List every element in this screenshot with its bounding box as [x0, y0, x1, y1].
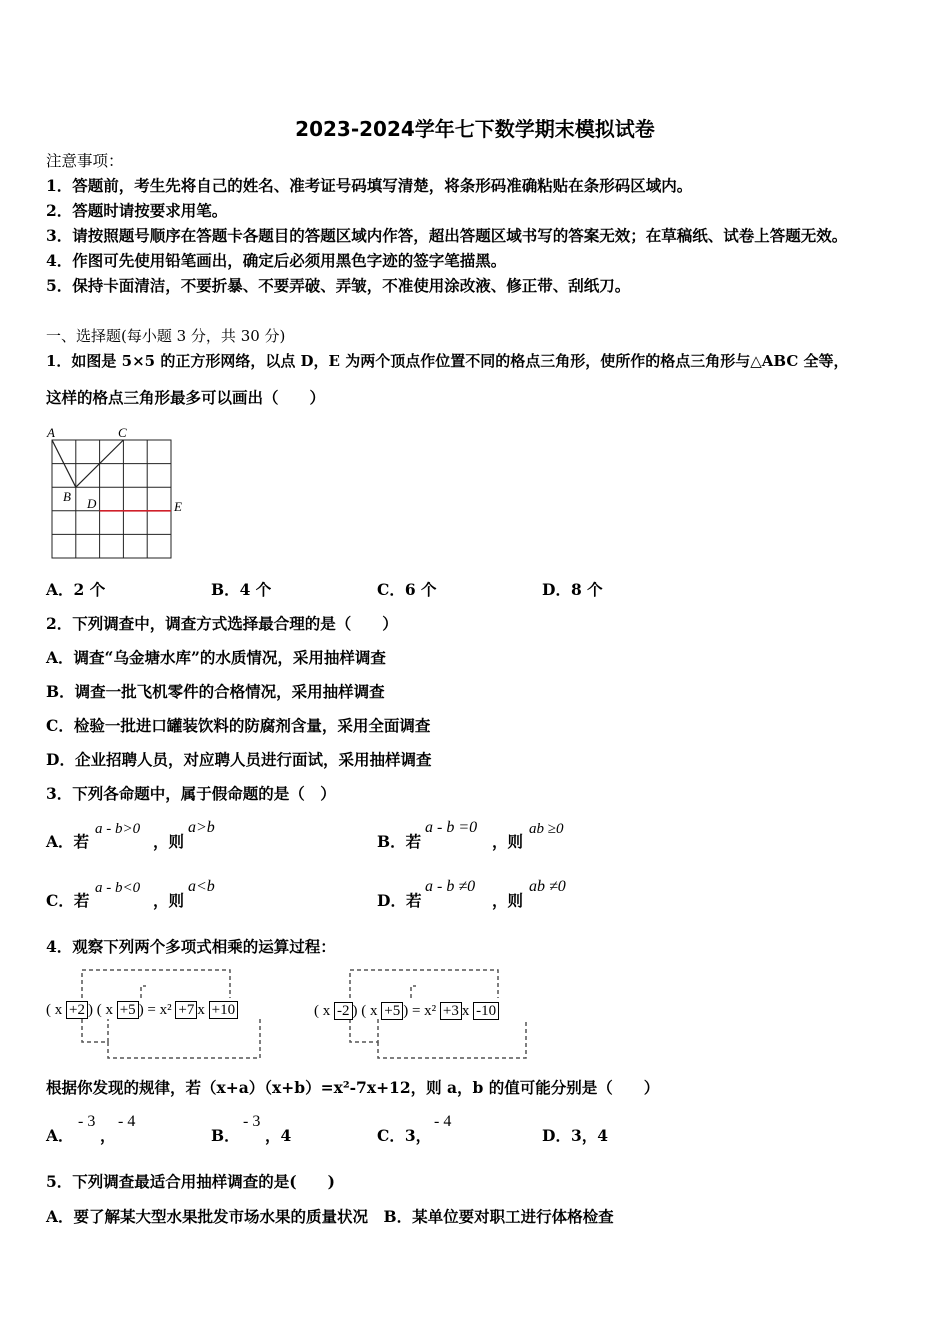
point-label-a: A [47, 425, 55, 440]
point-label-b: B [63, 489, 71, 504]
point-label-c: C [118, 425, 127, 440]
q1-stem-line2: 这样的格点三角形最多可以画出（ ） [46, 388, 326, 407]
expr2-box: +3 [440, 1002, 462, 1020]
q4-option-a-sep: ， [100, 1126, 116, 1145]
q4-option-a-value1: - 3 [78, 1113, 96, 1130]
expr1-box: +7 [175, 1001, 197, 1019]
q3-option-a-label[interactable]: A．若 [46, 832, 90, 851]
q4-option-b-rest: ，4 [265, 1126, 292, 1145]
q3-option-b-result: ab ≥0 [529, 821, 564, 837]
q3-option-d-then: ，则 [492, 891, 524, 910]
q3-option-d-result: ab ≠0 [529, 878, 566, 895]
q4-option-c-label[interactable]: C．3， [377, 1126, 432, 1145]
expr2-part: x [461, 1003, 470, 1019]
q4-option-b-label[interactable]: B． [211, 1126, 240, 1145]
q3-option-c-label[interactable]: C．若 [46, 891, 90, 910]
note-item: 4．作图可先使用铅笔画出，确定后必须用黑色字迹的签字笔描黑。 [46, 251, 507, 270]
q3-option-b-label[interactable]: B．若 [377, 832, 422, 851]
q2-option-b[interactable]: B．调查一批飞机零件的合格情况，采用抽样调查 [46, 682, 385, 701]
expr2-part: ) ( x [352, 1003, 378, 1019]
q3-option-a-condition: a - b>0 [95, 821, 141, 837]
q2-stem: 2．下列调查中，调查方式选择最合理的是（ ） [46, 614, 398, 633]
expr1-box: +5 [117, 1001, 139, 1019]
point-label-d: D [87, 496, 97, 511]
expr1-part: ( x [46, 1002, 63, 1018]
expr2-box: -2 [334, 1002, 353, 1020]
q3-option-c-then: ，则 [153, 891, 185, 910]
expr2-part: ( x [314, 1003, 331, 1019]
notes-header: 注意事项： [46, 152, 124, 170]
q3-stem: 3．下列各命题中，属于假命题的是（ ） [46, 784, 336, 803]
q2-option-c[interactable]: C．检验一批进口罐装饮料的防腐剂含量，采用全面调查 [46, 716, 431, 735]
q1-option-a[interactable]: A．2 个 [46, 580, 106, 599]
q1-option-b[interactable]: B．4 个 [211, 580, 272, 599]
page-title: 2023-2024学年七下数学期末模拟试卷 [295, 117, 655, 141]
expr1-part: ) = x² [138, 1002, 172, 1018]
q3-option-c-result: a<b [188, 878, 215, 895]
q2-option-d[interactable]: D．企业招聘人员，对应聘人员进行面试，采用抽样调查 [46, 750, 432, 769]
q1-option-d[interactable]: D．8 个 [542, 580, 603, 599]
expr2-box: -10 [473, 1002, 499, 1020]
note-item: 1．答题前，考生先将自己的姓名、准考证号码填写清楚，将条形码准确粘贴在条形码区域内。 [46, 176, 693, 195]
q4-option-d[interactable]: D．3，4 [542, 1126, 609, 1145]
expr2-part: ) = x² [403, 1003, 437, 1019]
expr1-part: ) ( x [87, 1002, 113, 1018]
q1-stem-line1: 1．如图是 5×5 的正方形网络，以点 D，E 为两个顶点作位置不同的格点三角形，使所作的格点三角形与△ABC 全等， [46, 352, 849, 370]
q4-option-a-label[interactable]: A． [46, 1126, 74, 1145]
q1-option-c[interactable]: C．6 个 [377, 580, 437, 599]
expansion-expression-1 [46, 1000, 238, 1020]
q4-option-c-value: - 4 [434, 1113, 452, 1130]
q5-options-ab[interactable]: A．要了解某大型水果批发市场水果的质量状况 B．某单位要对职工进行体格检查 [46, 1207, 614, 1226]
q4-option-a-value2: - 4 [118, 1113, 136, 1130]
q3-option-a-then: ，则 [153, 832, 185, 851]
q3-option-b-condition: a - b =0 [425, 819, 478, 836]
q3-option-c-condition: a - b<0 [95, 880, 141, 896]
expr1-box: +10 [209, 1001, 238, 1019]
q3-option-a-result: a>b [188, 819, 215, 836]
point-label-e: E [174, 499, 182, 514]
q3-option-b-then: ，则 [492, 832, 524, 851]
note-item: 2．答题时请按要求用笔。 [46, 201, 228, 220]
section-heading: 一、选择题(每小题 3 分，共 30 分) [46, 327, 286, 345]
q3-option-d-label[interactable]: D．若 [377, 891, 422, 910]
q4-stem: 4．观察下列两个多项式相乘的运算过程： [46, 937, 336, 956]
expr1-box: +2 [66, 1001, 88, 1019]
q4-option-b-value1: - 3 [243, 1113, 261, 1130]
note-item: 5．保持卡面清洁，不要折暴、不要弄破、弄皱，不准使用涂改液、修正带、刮纸刀。 [46, 276, 631, 295]
q2-option-a[interactable]: A．调查“乌金塘水库”的水质情况，采用抽样调查 [46, 648, 386, 667]
q4-rule: 根据你发现的规律，若（x+a）（x+b）=x²-7x+12，则 a，b 的值可能分别是（ ） [46, 1078, 660, 1097]
expr1-part: x [197, 1002, 205, 1018]
expr2-box: +5 [381, 1002, 403, 1020]
q5-stem: 5．下列调查最适合用抽样调查的是( ) [46, 1172, 335, 1191]
q3-option-d-condition: a - b ≠0 [425, 878, 476, 895]
expansion-expression-2 [314, 1001, 499, 1021]
note-item: 3．请按照题号顺序在答题卡各题目的答题区域内作答，超出答题区域书写的答案无效；在草稿纸、试卷上答题无效。 [46, 226, 848, 245]
